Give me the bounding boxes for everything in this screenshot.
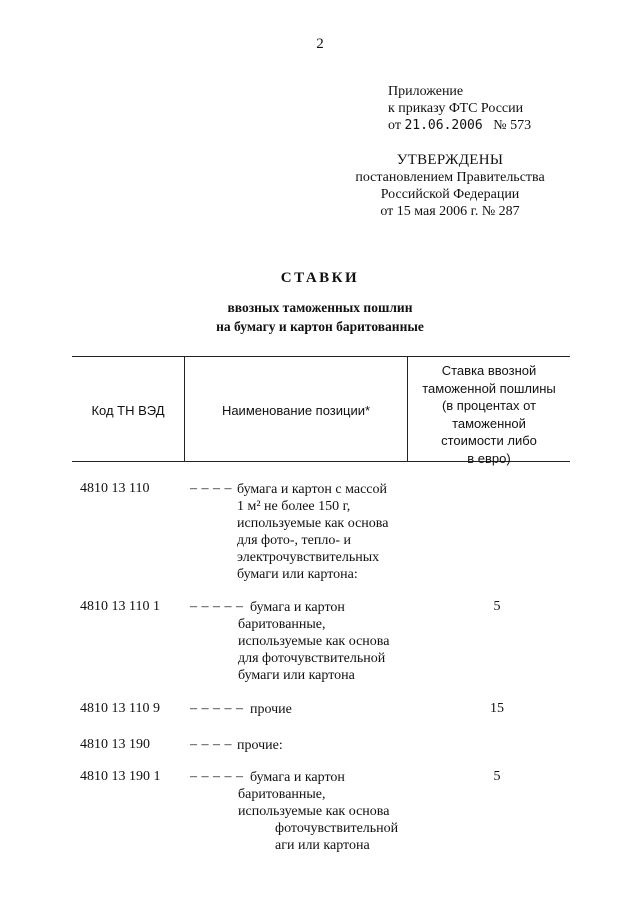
- row-1-desc-line: используемые как основа: [237, 516, 389, 531]
- header-rate-line: таможенной пошлины: [422, 380, 556, 396]
- annex-line-2: к приказу ФТС России: [388, 101, 524, 116]
- row-4-dashes: – – – –: [190, 737, 232, 752]
- row-3-rate: 15: [490, 701, 504, 716]
- row-4-description: [237, 737, 283, 754]
- row-2-rate: 5: [493, 599, 501, 614]
- annex-date-prefix: от: [388, 118, 401, 133]
- subtitle-line-2: на бумагу и картон баритованные: [216, 319, 424, 334]
- header-rate-line: стоимости либо: [441, 433, 537, 448]
- row-5-desc-line: фоточувствительной: [275, 821, 399, 836]
- row-2-dashes: – – – – –: [190, 599, 244, 614]
- annex-number: № 573: [493, 118, 532, 133]
- row-2-desc-line: бумаги или картона: [238, 668, 355, 683]
- annex-line-3: [388, 117, 531, 134]
- annex-date: 21.06.2006: [404, 118, 483, 133]
- row-5-desc-line: бумага и картон: [250, 770, 345, 785]
- row-5-rate: 5: [493, 769, 501, 784]
- row-1-dashes: – – – –: [190, 481, 232, 496]
- row-5-description: [238, 769, 399, 854]
- row-3-description: [250, 701, 292, 718]
- row-5-desc-line: используемые как основа: [238, 804, 390, 819]
- table-top-rule: [72, 356, 570, 357]
- annex-block: [388, 83, 531, 134]
- row-4-code: 4810 13 190: [80, 737, 150, 752]
- header-rate-line: Ставка ввозной: [441, 363, 537, 378]
- row-1-code: 4810 13 110: [80, 481, 150, 496]
- row-1-desc-line: бумаги или картона:: [237, 567, 358, 582]
- approved-heading: УТВЕРЖДЕНЫ: [396, 152, 504, 168]
- subtitle-line-1: ввозных таможенных пошлин: [227, 300, 413, 315]
- approved-block: [330, 152, 570, 220]
- header-rate-line: в евро): [467, 450, 511, 466]
- row-2-desc-line: для фоточувствительной: [238, 651, 386, 666]
- row-1-desc-line: 1 м² не более 150 г,: [237, 499, 351, 514]
- row-1-desc-line: бумага и картон с массой: [237, 482, 387, 497]
- row-3-dashes: – – – – –: [190, 701, 244, 716]
- row-3-desc-line: прочие: [250, 702, 292, 717]
- approved-line-3: от 15 мая 2006 г. № 287: [380, 204, 520, 219]
- document-title: СТАВКИ: [280, 270, 360, 286]
- row-2-description: [238, 599, 390, 684]
- row-2-code: 4810 13 110 1: [80, 599, 160, 614]
- row-2-desc-line: используемые как основа: [238, 634, 390, 649]
- row-1-desc-line: для фото-, тепло- и: [237, 533, 351, 548]
- row-5-desc-line: баритованные,: [238, 787, 326, 802]
- row-2-desc-line: бумага и картон: [250, 600, 345, 615]
- header-rate: [408, 362, 570, 467]
- document-subtitle: [0, 298, 640, 336]
- row-1-description: [237, 481, 388, 583]
- header-code: Код ТН ВЭД: [91, 403, 165, 418]
- row-4-desc-line: прочие:: [237, 738, 283, 753]
- header-name: Наименование позиции*: [221, 403, 371, 418]
- annex-line-1: Приложение: [388, 84, 464, 99]
- row-5-dashes: – – – – –: [190, 769, 244, 784]
- row-3-code: 4810 13 110 9: [80, 701, 160, 716]
- row-1-desc-line: электрочувствительных: [237, 550, 380, 565]
- header-rate-line: таможенной: [452, 415, 526, 431]
- row-5-desc-line: аги или картона: [275, 838, 370, 853]
- approved-line-1: постановлением Правительства: [355, 170, 545, 185]
- page-number: 2: [316, 36, 324, 52]
- header-rate-line: (в процентах от: [441, 398, 537, 413]
- row-5-code: 4810 13 190 1: [80, 769, 161, 784]
- approved-line-2: Российской Федерации: [380, 187, 520, 202]
- row-2-desc-line: баритованные,: [238, 617, 326, 632]
